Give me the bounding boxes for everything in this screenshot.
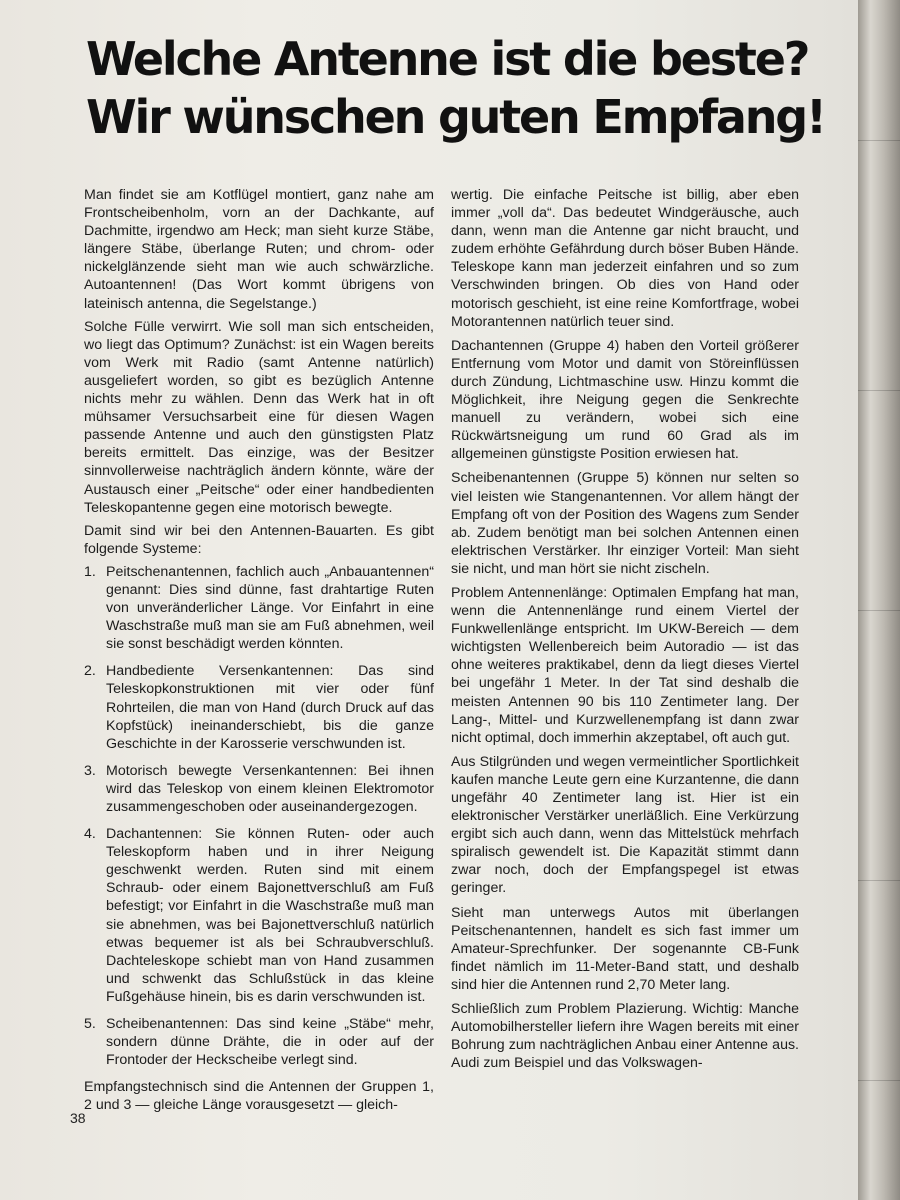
paragraph: Solche Fülle verwirrt. Wie soll man sich entscheiden, wo liegt das Optimum? Zunächst: ist ein Wagen bereits vom Werk mit Radio (samt Antenne natürlich) ausgeliefert worden, so gibt es bezüglich Antenne nichts mehr zu wählen. Denn das Werk hat in oft mühsamer Versuchsarbeit eine für diesen Wagen passende Antenne und auch den günstigsten Platz bereits ermittelt. Das einzige, was der Besitzer sinnvollerweise nachträglich ändern könnte, wäre der Austausch einer „Peitsche“ oder einer handbedienten Teleskopantenne gegen eine motorisch bewegte. [84, 318, 434, 516]
list-item [84, 762, 434, 816]
title-line-2: Wir wünschen guten Empfang! [86, 90, 825, 144]
paragraph: Damit sind wir bei den Antennen-Bauarten. Es gibt folgende Systeme: [84, 522, 434, 557]
paragraph: Sieht man unterwegs Autos mit überlangen Peitschenantennen, handelt es sich fast immer um Amateur-Sprechfunker. Der sogenannte CB-Funk findet nämlich im 11-Meter-Band statt, und deshalb sind hier die Antennen rund 2,70 Meter lang. [451, 904, 799, 993]
paragraph: Dachantennen (Gruppe 4) haben den Vorteil größerer Entfernung vom Motor und damit von Störeinflüssen durch Zündung, Lichtmaschine usw. Hinzu kommt die Möglichkeit, ihre Neigung gegen die Senkrechte manuell zu verändern, wobei sich eine Rückwärtsneigung um rund 60 Grad als im allgemeinen günstigste Position erwiesen hat. [451, 337, 799, 463]
paragraph: wertig. Die einfache Peitsche ist billig, aber eben immer „voll da“. Das bedeutet Windgeräusche, auch dann, wenn man die Antenne gar nicht braucht, und zudem erhöhte Gefährdung durch böser Buben Hände. Teleskope kann man jederzeit einfahren und so zum Verschwinden bringen. Ob dies von Hand oder motorisch geschieht, ist eine reine Komfortfrage, wobei Motorantennen natürlich teuer sind. [451, 187, 799, 330]
paragraph: Aus Stilgründen und wegen vermeintlicher Sportlichkeit kaufen manche Leute gern eine Kurzantenne, die dann ungefähr 40 Zentimeter lang ist. Hier ist ein elektronischer Verstärker unerläßlich. Eine Verkürzung ergibt sich auch dann, wenn das Mittelstück mehrfach spiralisch gewendelt ist. Die Kapazität stimmt dann zwar noch, doch der Empfangspegel ist etwas geringer. [451, 753, 799, 897]
title-line-1: Welche Antenne ist die beste? [86, 32, 809, 86]
list-item [84, 563, 434, 653]
list-text: Peitschenantennen, fachlich auch „Anbauantennen“ genannt: Dies sind dünne, fast drahtartige Ruten von unveränderlicher Länge. Vor Einfahrt in eine Waschstraße muß man sie am Fuß abnehmen, weil sie sonst beschädigt werden könnten. [106, 563, 434, 653]
left-column [84, 186, 434, 1120]
paragraph: Problem Antennenlänge: Optimalen Empfang hat man, wenn die Antennenlänge rund einem Viertel der Funkwellenlänge entspricht. Im UKW-Bereich — dem wichtigsten Wellenbereich beim Autoradio — ist das ohne weiteres praktikabel, denn da liegt dieses Viertel bei ungefähr 1 Meter. In der Tat sind deshalb die meisten Antennen 90 bis 110 Zentimeter lang. Der Lang-, Mittel- und Kurzwellenempfang ist dann zwar nicht optimal, doch immerhin akzeptabel, oft auch gut. [451, 584, 799, 746]
list-number: 3. [84, 762, 96, 779]
list-text: Motorisch bewegte Versenkantennen: Bei ihnen wird das Teleskop von einem kleinen Elektromotor zusammengeschoben oder auseinandergezogen. [106, 762, 434, 815]
right-column [451, 186, 799, 1078]
paragraph: Man findet sie am Kotflügel montiert, ganz nahe am Frontscheibenholm, vorn an der Dachkante, auf Dachmitte, irgendwo am Heck; man sieht kurze Stäbe, längere Stäbe, überlange Ruten; und chrom- oder nickelglänzende sieht man wie auch schwärzliche. Autoantennen! (Das Wort kommt übrigens von lateinisch antenna, die Segelstange.) [84, 187, 434, 312]
list-number: 1. [84, 563, 96, 580]
list-number: 2. [84, 663, 96, 680]
paragraph: Scheibenantennen (Gruppe 5) können nur selten so viel leisten wie Stangenantennen. Vor allem hängt der Empfang oft von der Position des Wagens zum Sender ab. Zudem benötigt man bei solchen Antennen einen elektrischen Verstärker. Ihr einziger Vorteil: Man sieht sie nicht, und man hört sie nicht zischeln. [451, 470, 799, 577]
list-item [84, 1015, 434, 1069]
list-text: Handbediente Versenkantennen: Das sind Teleskopkonstruktionen mit vier oder fünf Rohrteilen, die man von Hand (durch Druck auf das Kopfstück) ineinanderschiebt, bis die ganze Geschichte in der Karosserie verschwunden ist. [106, 663, 434, 752]
list-text: Scheibenantennen: Das sind keine „Stäbe“ mehr, sondern dünne Drähte, die in oder auf der Frontoder der Heckscheibe verlegt sind. [106, 1016, 434, 1069]
list-number: 4. [84, 826, 96, 843]
list-item [84, 662, 434, 752]
page-number: 38 [70, 1110, 86, 1126]
antenna-types-list [84, 563, 434, 1069]
page-stack-edge [858, 0, 900, 1200]
list-item [84, 825, 434, 1006]
article-title [86, 30, 826, 146]
list-text: Dachantennen: Sie können Ruten- oder auch Teleskopform haben und in ihrer Neigung geschwenkt werden. Ruten sind mit einem Schraub- oder einem Bajonettverschluß am Fuß befestigt; vor Einfahrt in die Waschstraße muß man sie abnehmen, was bei Bajonettverschluß natürlich etwas bequemer ist als bei Schraubverschluß. Dachteleskope schiebt man von Hand zusammen und schwenkt das Schlußstück in das kleine Fußgehäuse hinein, bis es darin verschwunden ist. [106, 826, 434, 1005]
list-number: 5. [84, 1016, 96, 1033]
paragraph: Schließlich zum Problem Plazierung. Wichtig: Manche Automobilhersteller liefern ihre Wagen bereits mit einer Bohrung zum nachträglichen Anbau einer Antenne aus. Audi zum Beispiel und das Volkswagen- [451, 1001, 799, 1072]
paragraph: Empfangstechnisch sind die Antennen der Gruppen 1, 2 und 3 — gleiche Länge vorausgesetzt — gleich- [84, 1079, 434, 1114]
